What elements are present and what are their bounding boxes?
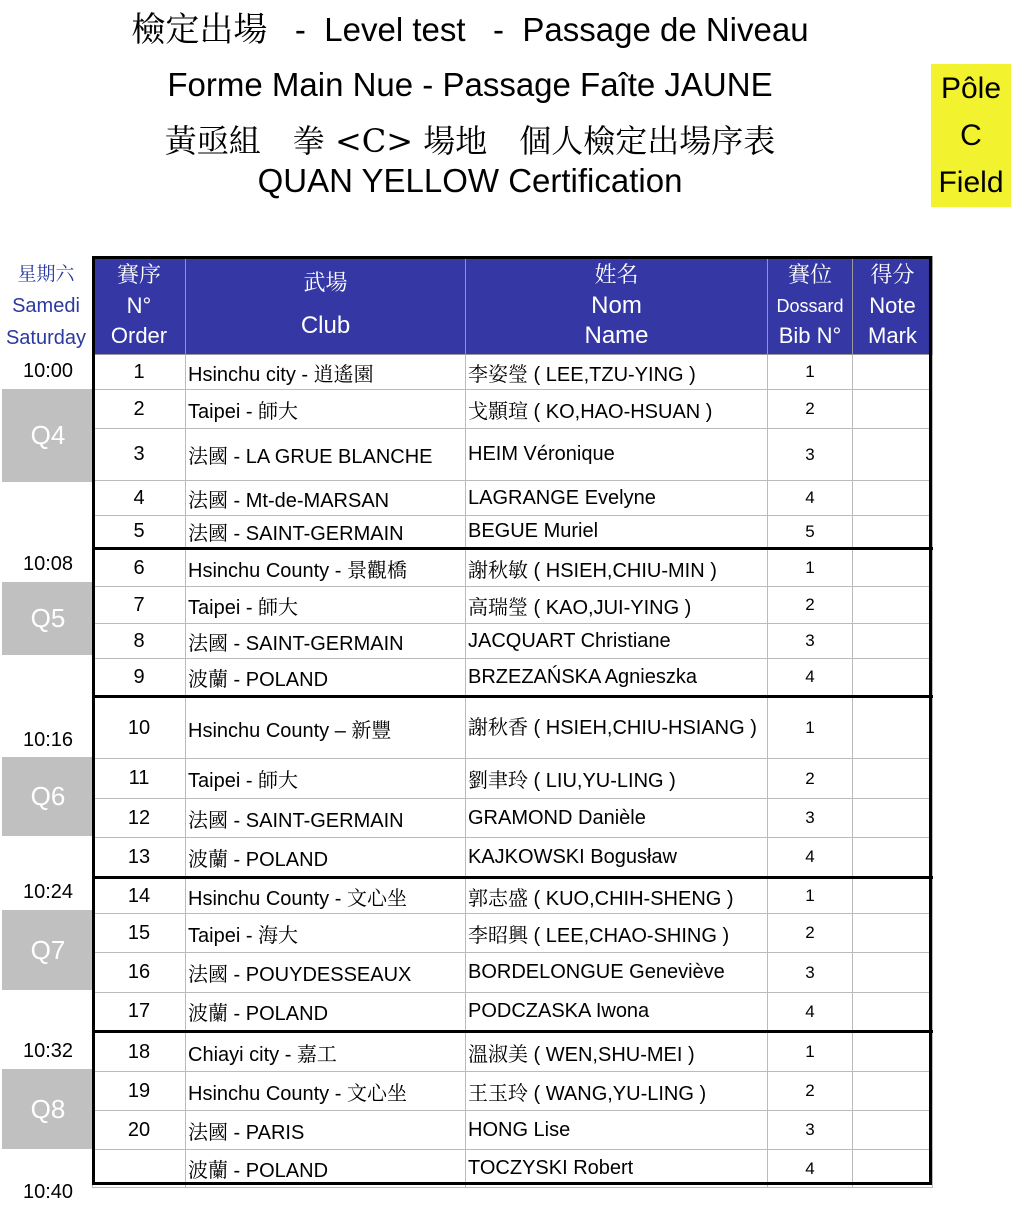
pole-badge xyxy=(931,64,1011,207)
col-header-name: 姓名 Nom Name xyxy=(466,257,768,355)
cell-order: 17 xyxy=(93,993,186,1032)
cell-order: 11 xyxy=(93,759,186,799)
cell-mark[interactable] xyxy=(853,1072,933,1111)
cell-order: 5 xyxy=(93,516,186,549)
cell-name: 劉聿玲 ( LIU,YU-LING ) xyxy=(466,759,768,799)
cell-bib: 2 xyxy=(768,390,853,429)
cell-mark[interactable] xyxy=(853,1150,933,1188)
table-row xyxy=(93,1111,933,1150)
cell-mark[interactable] xyxy=(853,481,933,516)
table-row xyxy=(93,355,933,390)
time-label: 10:08 xyxy=(22,553,74,575)
cell-order: 4 xyxy=(93,481,186,516)
table-row xyxy=(93,624,933,659)
cell-order: 16 xyxy=(93,953,186,993)
group-block: Q8 xyxy=(2,1069,94,1149)
cell-name: 李姿瑩 ( LEE,TZU-YING ) xyxy=(466,355,768,390)
cell-bib: 1 xyxy=(768,355,853,390)
cell-bib: 2 xyxy=(768,587,853,624)
table-row xyxy=(93,953,933,993)
cell-order: 20 xyxy=(93,1111,186,1150)
title-separator: - xyxy=(294,11,306,48)
cell-bib: 3 xyxy=(768,429,853,481)
cell-mark[interactable] xyxy=(853,549,933,587)
table-row xyxy=(93,1150,933,1188)
cell-mark[interactable] xyxy=(853,624,933,659)
pole-letter: C xyxy=(960,119,982,152)
group-block: Q5 xyxy=(2,582,94,655)
table-row xyxy=(93,1072,933,1111)
cell-club: Taipei - 師大 xyxy=(186,390,466,429)
cell-club: 法國 - SAINT-GERMAIN xyxy=(186,799,466,838)
cell-bib: 5 xyxy=(768,516,853,549)
time-label: 10:24 xyxy=(22,881,74,903)
title-separator: - xyxy=(493,11,505,48)
cell-order: 7 xyxy=(93,587,186,624)
cell-bib: 2 xyxy=(768,759,853,799)
cell-name: HONG Lise xyxy=(466,1111,768,1150)
cell-club: Hsinchu County - 文心坐 xyxy=(186,878,466,914)
pole-label: Pôle xyxy=(940,72,1002,105)
cell-mark[interactable] xyxy=(853,759,933,799)
table-row xyxy=(93,993,933,1032)
cell-order: 12 xyxy=(93,799,186,838)
cell-bib: 3 xyxy=(768,1111,853,1150)
table-row xyxy=(93,914,933,953)
cell-club: Hsinchu County – 新豐 xyxy=(186,697,466,759)
cell-bib: 4 xyxy=(768,1150,853,1188)
cell-order: 3 xyxy=(93,429,186,481)
table-row xyxy=(93,697,933,759)
cell-mark[interactable] xyxy=(853,914,933,953)
title-en: Level test xyxy=(324,11,466,48)
table-header-row xyxy=(93,257,933,355)
cell-club: 法國 - POUYDESSEAUX xyxy=(186,953,466,993)
table-row xyxy=(93,549,933,587)
table-row xyxy=(93,838,933,878)
cell-club: Hsinchu County - 景觀橋 xyxy=(186,549,466,587)
table-row xyxy=(93,1032,933,1072)
cell-order: 13 xyxy=(93,838,186,878)
day-en: Saturday xyxy=(5,327,87,349)
cell-mark[interactable] xyxy=(853,697,933,759)
table-row xyxy=(93,587,933,624)
cell-name: BRZEZAŃSKA Agnieszka xyxy=(466,659,768,697)
cell-mark[interactable] xyxy=(853,1111,933,1150)
cell-name: BORDELONGUE Geneviève xyxy=(466,953,768,993)
cell-bib: 1 xyxy=(768,1032,853,1072)
cell-mark[interactable] xyxy=(853,1032,933,1072)
cell-name: HEIM Véronique xyxy=(466,429,768,481)
table-row xyxy=(93,659,933,697)
cell-mark[interactable] xyxy=(853,516,933,549)
cell-club: 法國 - SAINT-GERMAIN xyxy=(186,516,466,549)
time-label: 10:00 xyxy=(22,360,74,382)
cell-bib: 2 xyxy=(768,914,853,953)
cell-bib: 1 xyxy=(768,549,853,587)
cell-order: 14 xyxy=(93,878,186,914)
cell-bib: 2 xyxy=(768,1072,853,1111)
cell-order: 18 xyxy=(93,1032,186,1072)
cell-mark[interactable] xyxy=(853,953,933,993)
cell-club: 波蘭 - POLAND xyxy=(186,659,466,697)
col-header-order: 賽序 N° Order xyxy=(93,257,186,355)
cell-club: Taipei - 師大 xyxy=(186,587,466,624)
cell-bib: 1 xyxy=(768,878,853,914)
cell-club: Taipei - 海大 xyxy=(186,914,466,953)
title-zh: 檢定出場 xyxy=(131,10,268,50)
title-fr: Passage de Niveau xyxy=(522,11,809,48)
schedule-table xyxy=(92,256,933,1188)
cell-name: 高瑞瑩 ( KAO,JUI-YING ) xyxy=(466,587,768,624)
cell-club: 波蘭 - POLAND xyxy=(186,838,466,878)
pole-field: Field xyxy=(938,166,1004,199)
cell-name: 郭志盛 ( KUO,CHIH-SHENG ) xyxy=(466,878,768,914)
cell-club: Chiayi city - 嘉工 xyxy=(186,1032,466,1072)
group-block: Q6 xyxy=(2,757,94,836)
cell-mark[interactable] xyxy=(853,390,933,429)
time-label: 10:16 xyxy=(22,729,74,751)
group-block: Q4 xyxy=(2,389,94,482)
time-label: 10:40 xyxy=(22,1181,74,1203)
cell-order: 2 xyxy=(93,390,186,429)
cell-bib: 3 xyxy=(768,624,853,659)
col-header-club: 武場 Club xyxy=(186,257,466,355)
cell-club: 法國 - LA GRUE BLANCHE xyxy=(186,429,466,481)
cell-mark[interactable] xyxy=(853,799,933,838)
group-block: Q7 xyxy=(2,910,94,990)
time-label: 10:32 xyxy=(22,1040,74,1062)
cell-mark[interactable] xyxy=(853,878,933,914)
col-header-mark: 得分 Note Mark xyxy=(853,257,933,355)
cell-order: 8 xyxy=(93,624,186,659)
cell-name: 謝秋香 ( HSIEH,CHIU-HSIANG ) xyxy=(466,697,768,759)
cell-club: Hsinchu County - 文心坐 xyxy=(186,1072,466,1111)
table-row xyxy=(93,516,933,549)
cell-name: JACQUART Christiane xyxy=(466,624,768,659)
col-header-bib: 賽位 Dossard Bib N° xyxy=(768,257,853,355)
table-row xyxy=(93,759,933,799)
table-row xyxy=(93,799,933,838)
cell-bib: 4 xyxy=(768,838,853,878)
cell-name: TOCZYSKI Robert xyxy=(466,1150,768,1188)
cell-order: 9 xyxy=(93,659,186,697)
cell-name: KAJKOWSKI Bogusław xyxy=(466,838,768,878)
cell-order: 10 xyxy=(93,697,186,759)
subtitle-zh: 黃亟組 拳 <C> 場地 個人檢定出場序表 xyxy=(164,122,776,160)
cell-order xyxy=(93,1150,186,1188)
page-title xyxy=(0,2,940,51)
cell-bib: 1 xyxy=(768,697,853,759)
cell-club: Hsinchu city - 逍遙園 xyxy=(186,355,466,390)
cell-bib: 4 xyxy=(768,481,853,516)
cell-name: LAGRANGE Evelyne xyxy=(466,481,768,516)
day-label xyxy=(0,258,92,354)
cell-name: PODCZASKA Iwona xyxy=(466,993,768,1032)
cell-mark[interactable] xyxy=(853,838,933,878)
table-row xyxy=(93,429,933,481)
cell-order: 1 xyxy=(93,355,186,390)
table-row xyxy=(93,878,933,914)
cell-club: 法國 - PARIS xyxy=(186,1111,466,1150)
cell-club: 波蘭 - POLAND xyxy=(186,1150,466,1188)
cell-bib: 3 xyxy=(768,799,853,838)
cell-name: BEGUE Muriel xyxy=(466,516,768,549)
cell-name: 王玉玲 ( WANG,YU-LING ) xyxy=(466,1072,768,1111)
table-row xyxy=(93,481,933,516)
cell-mark[interactable] xyxy=(853,355,933,390)
cell-club: 波蘭 - POLAND xyxy=(186,993,466,1032)
cell-mark[interactable] xyxy=(853,993,933,1032)
cell-order: 15 xyxy=(93,914,186,953)
day-zh: 星期六 xyxy=(17,263,75,285)
cell-name: GRAMOND Danièle xyxy=(466,799,768,838)
cell-mark[interactable] xyxy=(853,587,933,624)
cell-club: Taipei - 師大 xyxy=(186,759,466,799)
cell-order: 19 xyxy=(93,1072,186,1111)
cell-bib: 4 xyxy=(768,993,853,1032)
cell-club: 法國 - Mt-de-MARSAN xyxy=(186,481,466,516)
subtitle-en: QUAN YELLOW Certification xyxy=(257,162,683,199)
cell-mark[interactable] xyxy=(853,429,933,481)
subtitle-fr: Forme Main Nue - Passage Faîte JAUNE xyxy=(167,66,773,103)
cell-mark[interactable] xyxy=(853,659,933,697)
cell-bib: 4 xyxy=(768,659,853,697)
day-fr: Samedi xyxy=(12,295,80,317)
table-row xyxy=(93,390,933,429)
cell-name: 戈顥瑄 ( KO,HAO-HSUAN ) xyxy=(466,390,768,429)
cell-name: 謝秋敏 ( HSIEH,CHIU-MIN ) xyxy=(466,549,768,587)
cell-bib: 3 xyxy=(768,953,853,993)
cell-name: 溫淑美 ( WEN,SHU-MEI ) xyxy=(466,1032,768,1072)
cell-name: 李昭興 ( LEE,CHAO-SHING ) xyxy=(466,914,768,953)
cell-order: 6 xyxy=(93,549,186,587)
cell-club: 法國 - SAINT-GERMAIN xyxy=(186,624,466,659)
